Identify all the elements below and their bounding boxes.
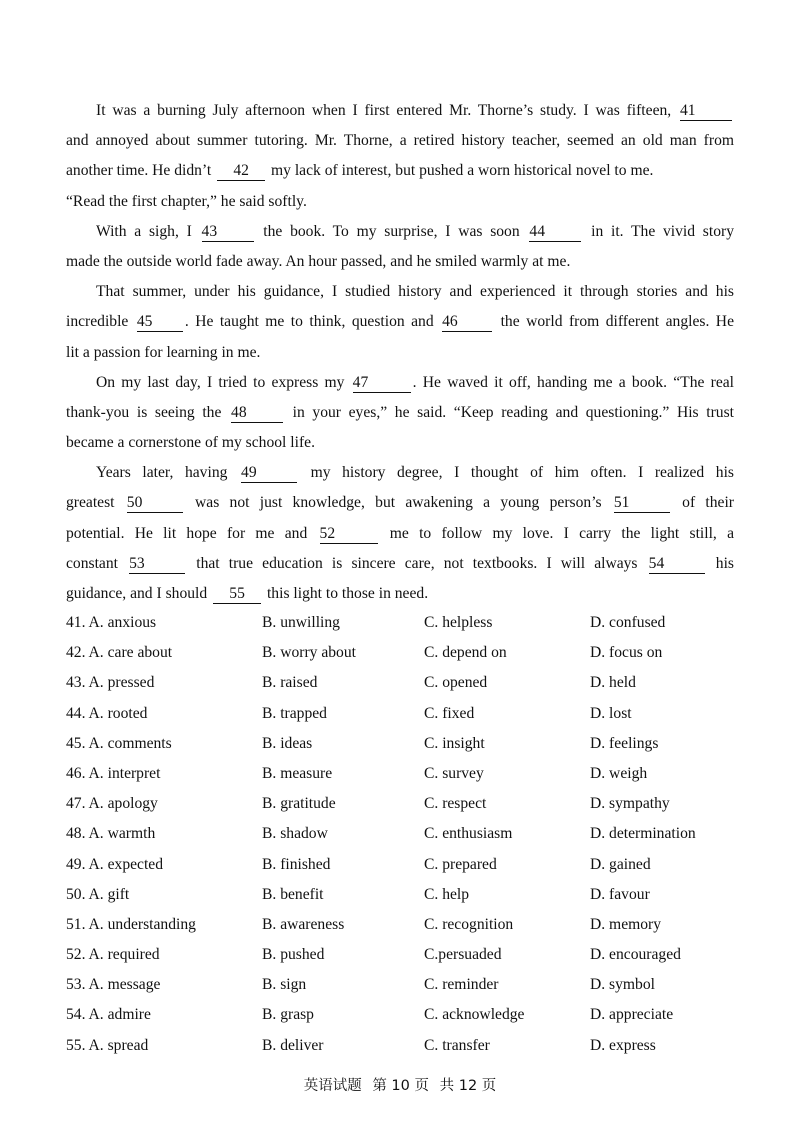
- passage-text: incredible: [66, 313, 135, 331]
- passage-line: [66, 549, 734, 579]
- question-number: 52.: [66, 946, 86, 964]
- option-b: B. measure: [262, 764, 333, 782]
- passage-line: [66, 338, 734, 368]
- blank-48: 48: [231, 404, 283, 423]
- option-c: C. acknowledge: [424, 1006, 525, 1024]
- passage-line: [66, 156, 734, 186]
- passage-line: [66, 247, 734, 277]
- blank-45: 45: [137, 313, 183, 332]
- option-a-text: A. comments: [88, 734, 172, 752]
- option-c: C. help: [424, 885, 470, 903]
- passage-text: was not just knowledge, but awakening a young person’s: [184, 494, 612, 512]
- option-b: B. unwilling: [262, 614, 340, 631]
- blank-51: 51: [614, 494, 670, 513]
- passage-text: Years later, having: [96, 464, 240, 482]
- option-a-text: A. gift: [88, 885, 130, 903]
- option-a: [66, 608, 156, 638]
- option-a: [66, 850, 163, 880]
- question-row: [66, 940, 766, 970]
- question-number: 49.: [66, 855, 86, 873]
- passage-line: [66, 458, 734, 488]
- passage-text: . He waved it off, handing me a book. “The real: [412, 373, 735, 391]
- question-number: 43.: [66, 674, 86, 692]
- option-c: C. transfer: [424, 1036, 490, 1054]
- option-d: D. favour: [590, 885, 650, 903]
- question-number: 53.: [66, 976, 86, 994]
- question-row: [66, 608, 766, 638]
- option-a: [66, 940, 160, 970]
- option-b: B. grasp: [262, 1006, 314, 1024]
- passage-text: potential. He lit hope for me and: [66, 524, 318, 542]
- blank-53: 53: [129, 555, 185, 574]
- option-b: B. raised: [262, 674, 318, 692]
- passage-line: [66, 579, 734, 609]
- option-a: [66, 699, 147, 729]
- passage-line: [66, 126, 734, 156]
- passage-line: [66, 96, 734, 126]
- question-row: [66, 880, 766, 910]
- option-d: D. weigh: [590, 764, 648, 782]
- option-d: D. lost: [590, 704, 632, 722]
- question-row: [66, 1000, 766, 1030]
- passage-text: constant: [66, 554, 128, 572]
- option-d: D. encouraged: [590, 946, 681, 964]
- option-d: D. sympathy: [590, 795, 670, 813]
- page-footer: [0, 1074, 800, 1095]
- passage-text: made the outside world fade away. An hour passed, and he smiled warmly at me.: [66, 252, 571, 270]
- question-number: 44.: [66, 704, 86, 722]
- option-c: C.persuaded: [424, 946, 502, 964]
- passage-line: [66, 217, 734, 247]
- footer-total-pages: 共 12 页: [439, 1078, 497, 1094]
- option-c: C. helpless: [424, 614, 493, 631]
- option-a: [66, 970, 160, 1000]
- blank-46: 46: [442, 313, 492, 332]
- passage-text: guidance, and I should: [66, 585, 212, 602]
- option-d: D. determination: [590, 825, 696, 843]
- passage-text: thank-you is seeing the: [66, 403, 230, 421]
- passage-line: [66, 488, 734, 518]
- option-d: D. express: [590, 1036, 656, 1054]
- question-number: 48.: [66, 825, 86, 843]
- passage-text: in your eyes,” he said. “Keep reading and questioning.” His trust: [285, 403, 734, 421]
- passage-text: That summer, under his guidance, I studied history and experienced it through stories and his: [96, 283, 734, 301]
- passage-text: On my last day, I tried to express my: [96, 373, 351, 391]
- passage-text: the world from different angles. He: [494, 313, 734, 331]
- passage-text: lit a passion for learning in me.: [66, 343, 261, 361]
- option-b: B. benefit: [262, 885, 324, 903]
- option-c: C. depend on: [424, 644, 507, 662]
- option-a-text: A. anxious: [88, 614, 157, 631]
- passage-text: me to follow my love. I carry the light still, a: [379, 524, 734, 542]
- option-b: B. sign: [262, 976, 307, 994]
- question-number: 50.: [66, 885, 86, 903]
- passage-line: [66, 398, 734, 428]
- passage-text: my history degree, I thought of him often. I realized his: [299, 464, 734, 482]
- blank-52: 52: [320, 525, 378, 544]
- option-a: [66, 1000, 151, 1030]
- passage-text: greatest: [66, 494, 125, 512]
- passage-text: my lack of interest, but pushed a worn historical novel to me.: [267, 162, 654, 180]
- question-row: [66, 759, 766, 789]
- question-row: [66, 789, 766, 819]
- passage-line: [66, 368, 734, 398]
- option-a-text: A. pressed: [88, 674, 155, 692]
- passage-text: . He taught me to think, question and: [184, 313, 441, 331]
- footer-subject: 英语试题: [303, 1078, 362, 1094]
- option-b: B. worry about: [262, 644, 356, 662]
- option-a-text: A. message: [88, 976, 161, 994]
- question-row: [66, 699, 766, 729]
- option-b: B. pushed: [262, 946, 325, 964]
- option-c: C. insight: [424, 734, 485, 752]
- question-row: [66, 1031, 766, 1061]
- option-d: D. confused: [590, 614, 666, 631]
- option-d: D. feelings: [590, 734, 659, 752]
- question-row: [66, 910, 766, 940]
- question-row: [66, 819, 766, 849]
- option-b: B. shadow: [262, 825, 328, 843]
- option-c: C. reminder: [424, 976, 499, 994]
- option-a-text: A. apology: [88, 795, 158, 813]
- option-a-text: A. interpret: [88, 764, 161, 782]
- option-a: [66, 668, 154, 698]
- passage-text: of their: [671, 494, 734, 512]
- option-d: D. held: [590, 674, 636, 692]
- option-a: [66, 729, 172, 759]
- blank-41: 41: [680, 102, 732, 121]
- option-a: [66, 910, 196, 940]
- question-number: 55.: [66, 1036, 86, 1054]
- option-d: D. memory: [590, 915, 662, 933]
- passage-text: It was a burning July afternoon when I first entered Mr. Thorne’s study. I was fifteen,: [96, 102, 678, 119]
- question-number: 45.: [66, 734, 86, 752]
- option-c: C. respect: [424, 795, 487, 813]
- option-a-text: A. care about: [88, 644, 173, 662]
- passage-line: [66, 277, 734, 307]
- option-a: [66, 638, 172, 668]
- option-c: C. fixed: [424, 704, 475, 722]
- blank-49: 49: [241, 464, 297, 483]
- passage-line: [66, 519, 734, 549]
- option-d: D. focus on: [590, 644, 663, 662]
- passage-line: [66, 307, 734, 337]
- option-b: B. finished: [262, 855, 331, 873]
- footer-page-number: 第 10 页: [372, 1078, 429, 1094]
- passage-text: With a sigh, I: [96, 222, 200, 240]
- question-number: 41.: [66, 614, 86, 631]
- option-b: B. deliver: [262, 1036, 324, 1054]
- option-a: [66, 880, 129, 910]
- cloze-passage: [66, 96, 734, 609]
- blank-54: 54: [649, 555, 705, 574]
- question-number: 54.: [66, 1006, 86, 1024]
- option-b: B. trapped: [262, 704, 327, 722]
- passage-text: this light to those in need.: [263, 585, 429, 602]
- option-a-text: A. rooted: [88, 704, 148, 722]
- passage-text: “Read the first chapter,” he said softly.: [66, 192, 307, 210]
- question-row: [66, 668, 766, 698]
- question-number: 46.: [66, 764, 86, 782]
- option-b: B. awareness: [262, 915, 345, 933]
- question-row: [66, 729, 766, 759]
- option-c: C. recognition: [424, 915, 514, 933]
- option-b: B. gratitude: [262, 795, 336, 813]
- passage-text: became a cornerstone of my school life.: [66, 434, 315, 452]
- passage-text: that true education is sincere care, not textbooks. I will always: [187, 554, 647, 572]
- passage-text: in it. The vivid story: [583, 222, 734, 240]
- option-a-text: A. expected: [88, 855, 164, 873]
- question-number: 51.: [66, 915, 86, 933]
- option-d: D. symbol: [590, 976, 655, 994]
- passage-text: another time. He didn’t: [66, 162, 216, 180]
- option-a: [66, 759, 160, 789]
- passage-text: the book. To my surprise, I was soon: [255, 222, 528, 240]
- passage-text: and annoyed about summer tutoring. Mr. Thorne, a retired history teacher, seemed an old man from: [66, 132, 734, 150]
- question-number: 47.: [66, 795, 86, 813]
- option-c: C. survey: [424, 764, 484, 782]
- question-row: [66, 638, 766, 668]
- answer-options: [66, 608, 766, 1061]
- blank-42: 42: [217, 162, 265, 181]
- question-number: 42.: [66, 644, 86, 662]
- option-a-text: A. spread: [88, 1036, 149, 1054]
- blank-44: 44: [529, 223, 581, 242]
- option-d: D. appreciate: [590, 1006, 674, 1024]
- question-row: [66, 970, 766, 1000]
- option-c: C. opened: [424, 674, 488, 692]
- passage-text: his: [706, 554, 734, 572]
- option-b: B. ideas: [262, 734, 313, 752]
- option-c: C. enthusiasm: [424, 825, 513, 843]
- question-row: [66, 850, 766, 880]
- option-d: D. gained: [590, 855, 651, 873]
- blank-50: 50: [127, 494, 183, 513]
- passage-line: [66, 428, 734, 458]
- passage-line: [66, 187, 734, 217]
- option-a: [66, 819, 155, 849]
- option-a: [66, 1031, 148, 1061]
- blank-55: 55: [213, 585, 261, 604]
- option-c: C. prepared: [424, 855, 497, 873]
- option-a-text: A. admire: [88, 1006, 151, 1024]
- option-a: [66, 789, 158, 819]
- blank-47: 47: [353, 374, 411, 393]
- option-a-text: A. required: [88, 946, 160, 964]
- option-a-text: A. warmth: [88, 825, 156, 843]
- option-a-text: A. understanding: [88, 915, 196, 933]
- blank-43: 43: [202, 223, 254, 242]
